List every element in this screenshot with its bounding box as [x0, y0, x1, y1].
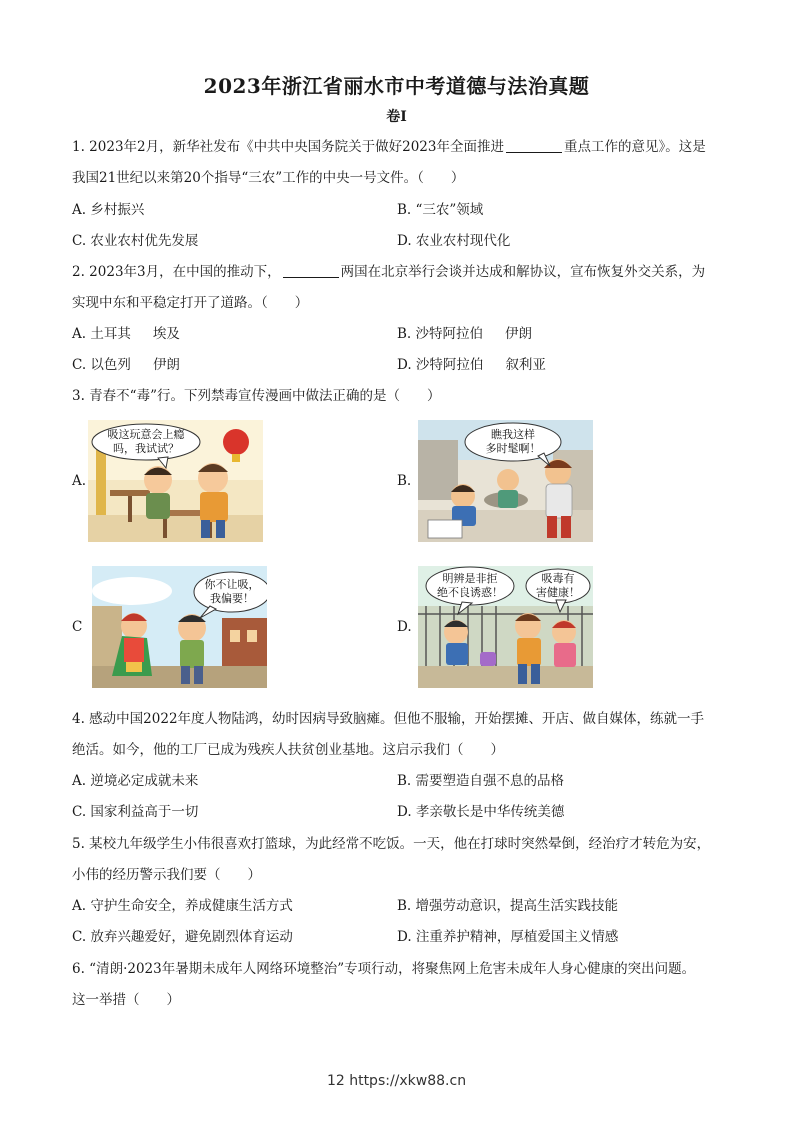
bubble-c-line-2: 我偏要！: [210, 592, 254, 605]
bubble-b-line-2: 多时髦啊！: [485, 442, 541, 455]
question-2-stem: [72, 260, 705, 280]
q2-text-b: 两国在北京举行会谈并达成和解协议，宣布恢复外交关系，为: [340, 264, 706, 280]
page-title: 2023年浙江省丽水市中考道德与法治真题: [203, 74, 590, 98]
q3-option-d-label: D.: [397, 619, 412, 635]
bubble-d1-line-1: 明辨是非拒: [442, 572, 498, 585]
q1-option-b: B. “三农”领域: [397, 202, 484, 218]
question-3-stem: 3. 青春不“毒”行。下列禁毒宣传漫画中做法正确的是（ ）: [72, 388, 441, 404]
section-heading: 卷I: [386, 109, 407, 125]
q2-c-1: C. 以色列: [72, 357, 131, 373]
bubble-a-line-1: 吸这玩意会上瘾: [107, 428, 185, 441]
q4-option-d: D. 孝亲敬长是中华传统美德: [397, 804, 565, 820]
question-5-stem-2: 小伟的经历警示我们要（ ）: [72, 867, 261, 883]
q3-option-b-label: B.: [397, 473, 412, 489]
question-4-stem-2: 绝活。如今，他的工厂已成为残疾人扶贫创业基地。这启示我们（ ）: [72, 742, 504, 758]
q2-d-1: D. 沙特阿拉伯: [397, 357, 484, 373]
q4-option-a: A. 逆境必定成就未来: [72, 773, 199, 789]
q2-option-a: [72, 322, 180, 342]
bubble-a-line-2: 吗，我试试？: [113, 442, 179, 455]
q2-a-2: 埃及: [152, 326, 180, 342]
bubble-d2-line-1: 吸毒有: [541, 572, 575, 585]
q2-b-2: 伊朗: [505, 326, 533, 342]
q1-text-a: 1. 2023年2月，新华社发布《中共中央国务院关于做好2023年全面推进: [72, 139, 504, 155]
question-5-stem: 5. 某校九年级学生小伟很喜欢打篮球，为此经常不吃饭。一天，他在打球时突然晕倒，经治疗才转危为安，: [72, 836, 711, 852]
q2-a-1: A. 土耳其: [72, 326, 131, 342]
q5-option-c: C. 放弃兴趣爱好，避免剧烈体育运动: [72, 929, 293, 945]
question-6-stem-2: 这一举措（ ）: [72, 992, 180, 1008]
cartoon-d-image: [418, 566, 593, 688]
q2-option-c: [72, 353, 180, 373]
q3-option-a-label: A.: [72, 473, 87, 489]
question-6-stem: 6. “清朗·2023年暑期未成年人网络环境整治”专项行动，将聚焦网上危害未成年人身心健康的突出问题。: [72, 961, 696, 977]
bubble-c-line-1: 你不让吸，: [204, 578, 260, 591]
cartoon-c-image: [92, 566, 267, 688]
q1-text-b: 重点工作的意见》。这是: [563, 139, 706, 155]
question-2-stem-2: 实现中东和平稳定打开了道路。（ ）: [72, 295, 309, 311]
q2-option-b: [397, 322, 532, 342]
q3-option-c-label: C: [72, 619, 83, 635]
bubble-b-line-1: 瞧我这样: [491, 428, 535, 441]
question-1-stem-2: 我国21世纪以来第20个指导“三农”工作的中央一号文件。（ ）: [72, 170, 465, 186]
q2-text-a: 2. 2023年3月，在中国的推动下，: [72, 264, 281, 280]
q2-c-2: 伊朗: [152, 357, 180, 373]
answer-blank: [506, 151, 562, 153]
q5-option-a: A. 守护生命安全，养成健康生活方式: [72, 898, 293, 914]
cartoon-a-image: [88, 420, 263, 542]
question-1-stem: [72, 135, 706, 155]
q4-option-c: C. 国家利益高于一切: [72, 804, 199, 820]
q1-option-d: D. 农业农村现代化: [397, 233, 511, 249]
q1-option-c: C. 农业农村优先发展: [72, 233, 199, 249]
q2-option-d: [397, 353, 546, 373]
page-footer: 12 https://xkw88.cn: [326, 1073, 467, 1089]
q4-option-b: B. 需要塑造自强不息的品格: [397, 773, 565, 789]
bubble-d2-line-2: 害健康！: [536, 586, 580, 599]
answer-blank: [283, 276, 339, 278]
q2-d-2: 叙利亚: [505, 357, 546, 373]
question-4-stem: 4. 感动中国2022年度人物陆鸿，幼时因病导致脑瘫。但他不服输，开始摆摊、开店、做自媒体，练就一手: [72, 711, 705, 727]
q2-b-1: B. 沙特阿拉伯: [397, 326, 484, 342]
bubble-d1-line-2: 绝不良诱惑！: [437, 586, 503, 599]
q5-option-d: D. 注重养护精神，厚植爱国主义情感: [397, 929, 619, 945]
cartoon-b-image: [418, 420, 593, 542]
q5-option-b: B. 增强劳动意识，提高生活实践技能: [397, 898, 619, 914]
q1-option-a: A. 乡村振兴: [72, 202, 145, 218]
